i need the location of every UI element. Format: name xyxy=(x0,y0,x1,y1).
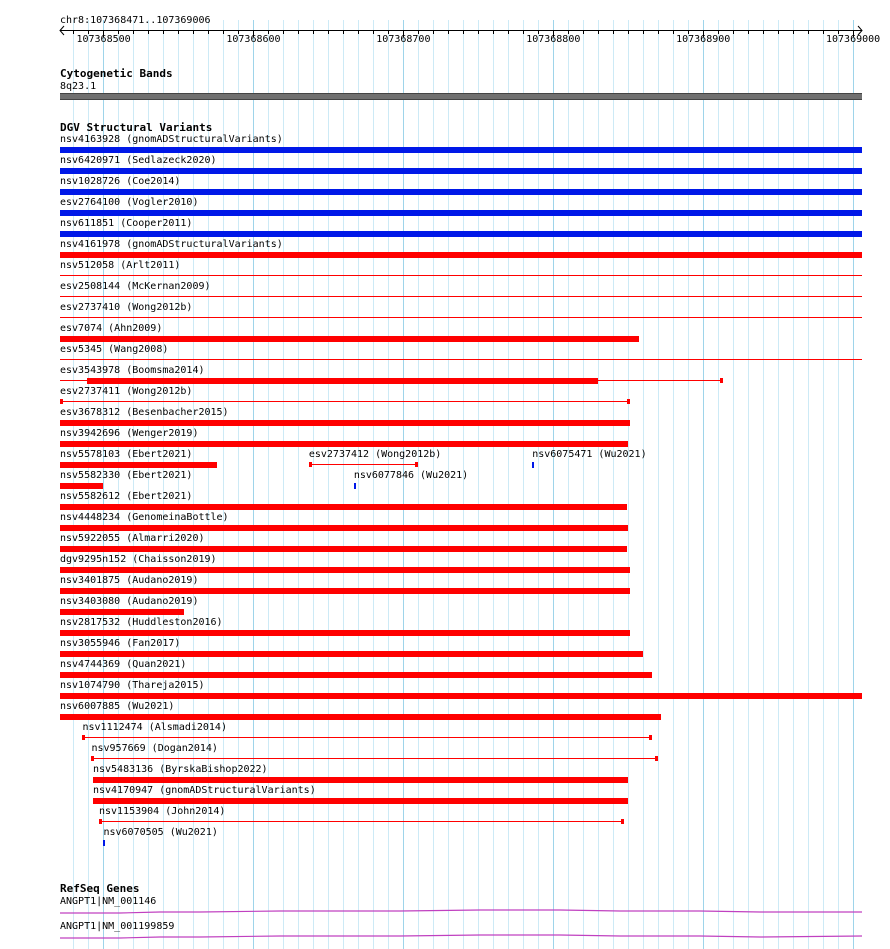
refseq-transcript-label: ANGPT1|NM_001146 xyxy=(60,896,157,907)
variant-label: nsv3055946 (Fan2017) xyxy=(60,638,181,649)
variant-label: nsv5582612 (Ebert2021) xyxy=(60,491,193,502)
variant-label: nsv5922055 (Almarri2020) xyxy=(60,533,205,544)
ruler-tick-label: 107368800 xyxy=(526,34,581,45)
cytoband-bar[interactable] xyxy=(60,93,862,100)
variant-bar[interactable] xyxy=(60,714,661,720)
refseq-transcript-1[interactable] xyxy=(0,905,890,917)
variant-end-cap[interactable] xyxy=(649,735,652,740)
variant-bar[interactable] xyxy=(60,567,630,573)
variant-bar[interactable] xyxy=(60,296,862,297)
variant-end-cap[interactable] xyxy=(621,819,624,824)
variant-end-cap[interactable] xyxy=(82,735,85,740)
variant-bar[interactable] xyxy=(60,147,862,153)
variant-bar[interactable] xyxy=(60,336,639,342)
variant-label: nsv5578103 (Ebert2021) xyxy=(60,449,193,460)
variant-label: nsv2817532 (Huddleston2016) xyxy=(60,617,223,628)
variant-label: nsv4170947 (gnomADStructuralVariants) xyxy=(92,785,316,796)
variant-bar[interactable] xyxy=(60,359,862,360)
variant-bar[interactable] xyxy=(60,651,643,657)
variant-bar[interactable] xyxy=(60,609,184,615)
variant-label: nsv1028726 (Coe2014) xyxy=(60,176,181,187)
variant-label: nsv6420971 (Sedlazeck2020) xyxy=(60,155,217,166)
cytoband-label: 8q23.1 xyxy=(60,81,97,92)
variant-label: esv3543978 (Boomsma2014) xyxy=(60,365,205,376)
variant-label: nsv4448234 (GenomeinaBottle) xyxy=(60,512,229,523)
variant-label: nsv1153904 (John2014) xyxy=(98,806,226,817)
variant-label: nsv6077846 (Wu2021) xyxy=(353,470,469,481)
variant-label: nsv6070505 (Wu2021) xyxy=(103,827,218,838)
dgv-track-title: DGV Structural Variants xyxy=(60,121,213,134)
variant-bar[interactable] xyxy=(103,840,105,846)
ruler-tick-label: 107368500 xyxy=(76,34,131,45)
cytoband-track-title: Cytogenetic Bands xyxy=(60,67,173,80)
variant-end-cap[interactable] xyxy=(627,399,630,404)
variant-bar[interactable] xyxy=(99,821,624,822)
variant-label: nsv6007885 (Wu2021) xyxy=(60,701,175,712)
variant-end-cap[interactable] xyxy=(655,756,658,761)
variant-label: esv2737412 (Wong2012b) xyxy=(308,449,442,460)
variant-bar[interactable] xyxy=(60,546,627,552)
refseq-transcript-label: ANGPT1|NM_001199859 xyxy=(60,921,175,932)
refseq-track-title: RefSeq Genes xyxy=(60,882,140,895)
variant-bar[interactable] xyxy=(82,737,652,738)
variant-bar[interactable] xyxy=(93,777,628,783)
ruler-scale[interactable] xyxy=(0,24,890,48)
ruler-tick-label: 107368900 xyxy=(676,34,731,45)
variant-label: nsv611851 (Cooper2011) xyxy=(60,218,193,229)
variant-label: dgv9295n152 (Chaisson2019) xyxy=(60,554,217,565)
variant-label: nsv1074790 (Thareja2015) xyxy=(60,680,205,691)
variant-label: nsv3401875 (Audano2019) xyxy=(60,575,199,586)
variant-bar[interactable] xyxy=(532,462,534,468)
variant-label: nsv3942696 (Wenger2019) xyxy=(60,428,199,439)
variant-bar[interactable] xyxy=(60,630,630,636)
variant-bar[interactable] xyxy=(60,462,217,468)
ruler-tick-label: 107369000 xyxy=(826,34,881,45)
variant-label: nsv5483136 (ByrskaBishop2022) xyxy=(92,764,268,775)
variant-label: nsv5582330 (Ebert2021) xyxy=(60,470,193,481)
variant-bar[interactable] xyxy=(60,252,862,258)
location-label: chr8:107368471..107369006 xyxy=(60,15,211,26)
ruler-tick-label: 107368700 xyxy=(376,34,431,45)
variant-bar[interactable] xyxy=(354,483,356,489)
variant-label: esv2737411 (Wong2012b) xyxy=(60,386,193,397)
variant-bar[interactable] xyxy=(60,504,627,510)
variant-end-cap[interactable] xyxy=(99,819,102,824)
variant-bar[interactable] xyxy=(60,672,652,678)
variant-end-cap[interactable] xyxy=(60,399,63,404)
variant-thick-segment[interactable] xyxy=(87,378,598,384)
variant-bar[interactable] xyxy=(60,441,628,447)
variant-bar[interactable] xyxy=(60,189,862,195)
variant-bar[interactable] xyxy=(60,275,862,276)
ruler-tick-label: 107368600 xyxy=(226,34,281,45)
variant-label: esv2508144 (McKernan2009) xyxy=(60,281,211,292)
variant-label: esv2764100 (Vogler2010) xyxy=(60,197,199,208)
variant-end-cap[interactable] xyxy=(415,462,418,467)
variant-label: esv7074 (Ahn2009) xyxy=(60,323,163,334)
variant-label: nsv4163928 (gnomADStructuralVariants) xyxy=(60,134,283,145)
refseq-transcript-2[interactable] xyxy=(0,930,890,942)
variant-end-cap[interactable] xyxy=(91,756,94,761)
variant-label: nsv4161978 (gnomADStructuralVariants) xyxy=(60,239,283,250)
variant-label: nsv1112474 (Alsmadi2014) xyxy=(82,722,227,733)
variant-bar[interactable] xyxy=(60,401,630,402)
variant-label: esv5345 (Wang2008) xyxy=(60,344,169,355)
variant-label: esv2737410 (Wong2012b) xyxy=(60,302,193,313)
variant-bar[interactable] xyxy=(60,693,862,699)
variant-bar[interactable] xyxy=(60,168,862,174)
variant-bar[interactable] xyxy=(60,210,862,216)
variant-bar[interactable] xyxy=(309,464,418,465)
variant-label: nsv6075471 (Wu2021) xyxy=(532,449,647,460)
variant-label: nsv3403080 (Audano2019) xyxy=(60,596,199,607)
variant-bar[interactable] xyxy=(60,231,862,237)
variant-bar[interactable] xyxy=(93,798,628,804)
variant-end-cap[interactable] xyxy=(720,378,723,383)
variant-end-cap[interactable] xyxy=(309,462,312,467)
variant-label: nsv4744369 (Quan2021) xyxy=(60,659,187,670)
variant-bar[interactable] xyxy=(60,483,103,489)
variant-bar[interactable] xyxy=(60,420,630,426)
variant-bar[interactable] xyxy=(60,525,628,531)
variant-bar[interactable] xyxy=(60,588,630,594)
variant-bar[interactable] xyxy=(91,758,658,759)
variant-bar[interactable] xyxy=(60,317,862,318)
variant-label: esv3678312 (Besenbacher2015) xyxy=(60,407,229,418)
variant-label: nsv957669 (Dogan2014) xyxy=(91,743,218,754)
variant-label: nsv512058 (Arlt2011) xyxy=(60,260,181,271)
